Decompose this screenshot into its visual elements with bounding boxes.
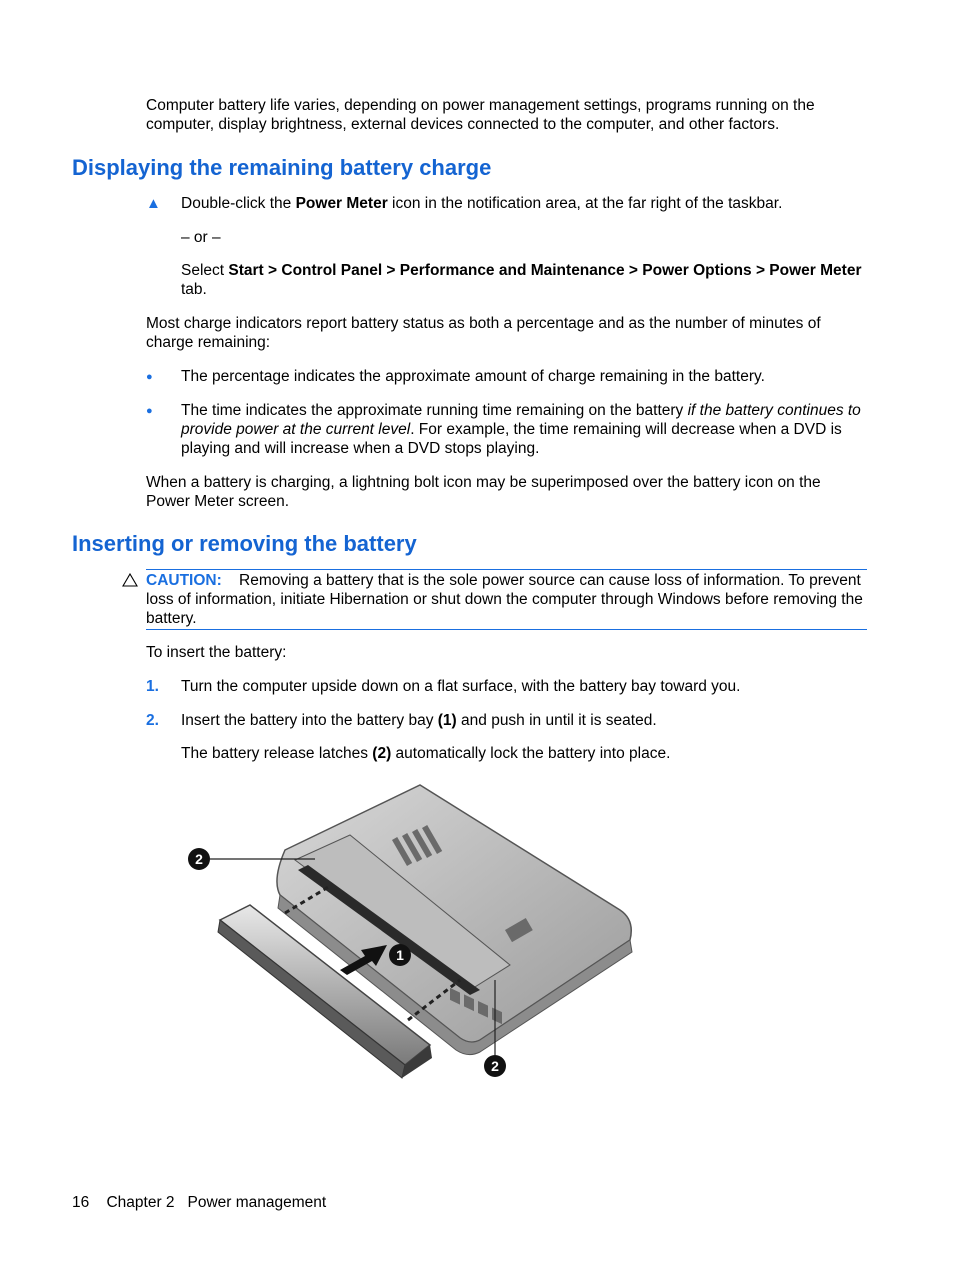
caution-bottom-rule [146,629,867,630]
callout-2-bottom [484,1055,506,1077]
caution-top-rule [146,569,867,570]
step-2-text: Insert the battery into the battery bay (1) and push in until it is seated. [181,712,657,729]
svg-text:2: 2 [491,1058,499,1074]
step-triangle-icon: ▲ [146,195,161,212]
step-number-2: 2. [146,712,159,729]
step-double-click: Double-click the Power Meter icon in the notification area, at the far right of the taskbar. [181,195,783,212]
to-insert-label: To insert the battery: [146,644,287,661]
section-heading-insert-battery: Inserting or removing the battery [72,531,417,556]
caution-label: CAUTION: [146,572,222,589]
step-2-note: The battery release latches (2) automatically lock the battery into place. [181,745,671,762]
svg-text:2: 2 [195,851,203,867]
menu-path: Start > Control Panel > Performance and Maintenance > Power Options > Power Meter [228,262,862,279]
caution-text: Removing a battery that is the sole power source can cause loss of information. To prevent loss of information, initiate Hibernation or shut down the computer through Windows before removing the battery. [146,572,863,627]
select-path-text: Select Start > Control Panel > Performance and Maintenance > Power Options > Power Meter tab. [181,262,862,298]
battery-insertion-illustration [180,780,650,1085]
power-meter-term: Power Meter [295,195,388,212]
callout-2-top [188,848,210,870]
chapter-label: Chapter 2 [106,1194,175,1211]
chapter-title: Power management [187,1194,327,1211]
or-separator: – or – [181,229,221,246]
step-number-1: 1. [146,678,159,695]
page-number: 16 [72,1194,90,1211]
caution-box [146,571,868,628]
section-heading-battery-charge: Displaying the remaining battery charge [72,155,492,180]
charging-paragraph: When a battery is charging, a lightning bolt icon may be superimposed over the battery icon on the Power Meter screen. [146,474,821,510]
step-1-text: Turn the computer upside down on a flat surface, with the battery bay toward you. [181,678,741,695]
bullet-percentage: The percentage indicates the approximate amount of charge remaining in the battery. [181,368,765,385]
bullet-icon: ● [146,371,153,383]
callout-1 [389,944,411,966]
bullet-time: The time indicates the approximate running time remaining on the battery if the battery continues to provide power at the current level. For example, the time remaining will decrease when a DVD is playing and will increase when a DVD stops playing. [181,402,861,457]
svg-text:1: 1 [396,947,404,963]
charge-indicators-paragraph: Most charge indicators report battery status as both a percentage and as the number of minutes of charge remaining: [146,315,821,351]
intro-paragraph: Computer battery life varies, depending on power management settings, programs running on the computer, display brightness, external devices connected to the computer, and other factors. [146,97,815,133]
caution-triangle-icon [122,573,138,587]
page-footer [72,1193,326,1212]
bullet-icon: ● [146,405,153,417]
